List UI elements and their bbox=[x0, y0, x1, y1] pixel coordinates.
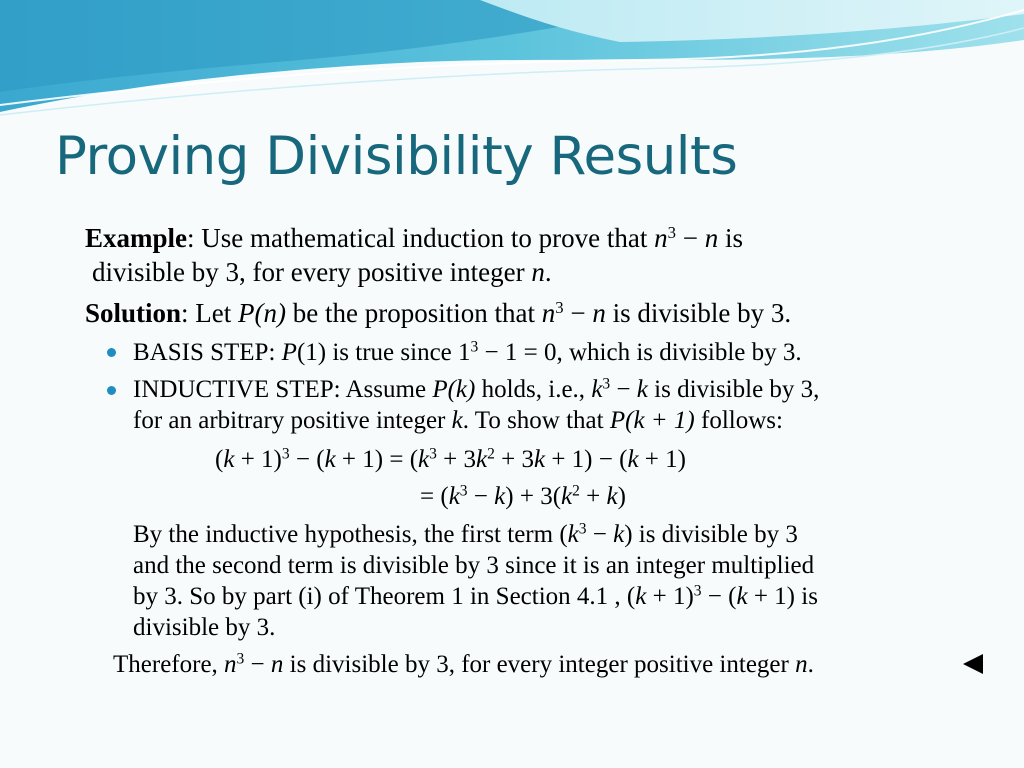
period: . bbox=[807, 651, 814, 678]
example-line-1 bbox=[85, 222, 744, 253]
math-k: k bbox=[223, 446, 235, 473]
math-n: n bbox=[270, 651, 284, 678]
eq-part: + 3 bbox=[494, 446, 534, 473]
eq-part: + 1) − ( bbox=[545, 446, 628, 473]
solution-label: Solution bbox=[85, 298, 182, 328]
eq-part: + 3 bbox=[436, 446, 476, 473]
hypothesis-line-4: divisible by 3. bbox=[133, 614, 276, 641]
math-P: P bbox=[609, 407, 626, 434]
example-text: divisible by 3, for every positive integer bbox=[92, 257, 525, 287]
math-n: n bbox=[531, 257, 545, 287]
math-k: k bbox=[476, 446, 488, 473]
conclusion-text: is divisible by 3, for every integer positive integer bbox=[283, 651, 796, 678]
math-arg: (k + 1) bbox=[625, 407, 695, 434]
header-wave-decoration bbox=[0, 0, 1024, 120]
math-exp: 3 bbox=[555, 297, 564, 317]
math-exp: 2 bbox=[487, 445, 495, 463]
eq-part: − bbox=[467, 483, 495, 510]
math-arg: (1) bbox=[296, 339, 327, 366]
eq-part: − ( bbox=[289, 446, 325, 473]
conclusion-line bbox=[113, 652, 814, 677]
inductive-text: holds, i.e., bbox=[475, 376, 592, 403]
eq-part: ( bbox=[215, 446, 224, 473]
bullet-icon bbox=[107, 386, 116, 395]
math-k: k bbox=[418, 446, 430, 473]
solution-text: be the proposition that bbox=[286, 298, 535, 328]
equation-line-2 bbox=[420, 484, 626, 509]
basis-step-line bbox=[133, 340, 802, 365]
period: . bbox=[544, 257, 552, 287]
hypothesis-text: + 1) bbox=[646, 583, 694, 610]
basis-text: is true since 1 bbox=[326, 339, 471, 366]
math-exp: 3 bbox=[693, 582, 702, 600]
math-exp: 3 bbox=[429, 445, 437, 463]
eq-part: = ( bbox=[420, 483, 449, 510]
solution-line bbox=[85, 297, 792, 328]
bullet-icon bbox=[107, 348, 116, 357]
hypothesis-text: By the inductive hypothesis, the first term ( bbox=[133, 521, 568, 548]
basis-text: − 1 = 0, which is divisible by 3. bbox=[478, 339, 802, 366]
hypothesis-line-1 bbox=[133, 522, 798, 547]
math-exp: 3 bbox=[667, 222, 677, 242]
math-minus: − bbox=[676, 223, 705, 253]
math-arg: (k) bbox=[447, 376, 476, 403]
math-P: P bbox=[238, 298, 255, 328]
eq-part: + 1) = ( bbox=[335, 446, 419, 473]
basis-text: BASIS STEP: bbox=[133, 339, 282, 366]
qed-triangle-icon bbox=[963, 654, 983, 674]
example-line-2 bbox=[92, 259, 552, 286]
math-exp: 3 bbox=[470, 338, 479, 356]
math-P: P bbox=[281, 339, 297, 366]
math-k: k bbox=[606, 483, 618, 510]
solution-text: is divisible by 3. bbox=[605, 298, 792, 328]
hypothesis-text: + 1) is bbox=[747, 583, 818, 610]
math-n: n bbox=[654, 223, 668, 253]
inductive-text: INDUCTIVE STEP: Assume bbox=[133, 376, 433, 403]
eq-part: + 1) bbox=[638, 446, 686, 473]
math-k: k bbox=[636, 376, 648, 403]
equation-line-1 bbox=[215, 447, 686, 472]
example-label: Example bbox=[85, 223, 188, 253]
math-k: k bbox=[591, 376, 603, 403]
math-minus: − bbox=[563, 298, 593, 328]
math-n: n bbox=[224, 651, 237, 678]
slide-title: Proving Divisibility Results bbox=[55, 126, 738, 187]
math-exp: 3 bbox=[578, 520, 587, 538]
math-k: k bbox=[635, 583, 647, 610]
math-exp: 3 bbox=[281, 445, 290, 463]
math-minus: − bbox=[610, 376, 637, 403]
math-k: k bbox=[448, 483, 460, 510]
math-k: k bbox=[451, 407, 463, 434]
math-k: k bbox=[533, 446, 546, 473]
math-n: n bbox=[704, 223, 719, 253]
math-exp: 3 bbox=[236, 650, 245, 668]
example-text: : Use mathematical induction to prove that bbox=[187, 223, 648, 253]
math-k: k bbox=[324, 446, 336, 473]
hypothesis-line-2: and the second term is divisible by 3 since it is an integer multiplied bbox=[133, 552, 815, 579]
inductive-text: . To show that bbox=[462, 407, 610, 434]
math-k: k bbox=[613, 521, 625, 548]
hypothesis-text: ) is divisible by 3 bbox=[624, 521, 798, 548]
eq-part: + 1) bbox=[234, 446, 282, 473]
math-minus: − bbox=[244, 651, 271, 678]
math-exp: 3 bbox=[602, 375, 611, 393]
hypothesis-text: by 3. So by part (i) of Theorem 1 in Section 4.1 , ( bbox=[133, 583, 636, 610]
hypothesis-text: − ( bbox=[701, 583, 737, 610]
math-n: n bbox=[592, 298, 606, 328]
conclusion-text: Therefore, bbox=[113, 651, 225, 678]
hypothesis-line-3 bbox=[133, 584, 818, 609]
math-n: n bbox=[541, 298, 556, 328]
math-P: P bbox=[432, 376, 448, 403]
math-minus: − bbox=[586, 521, 614, 548]
math-k: k bbox=[736, 583, 748, 610]
math-k: k bbox=[627, 446, 639, 473]
eq-part: ) + 3( bbox=[505, 483, 562, 510]
math-arg: (n) bbox=[254, 298, 287, 328]
solution-text: : Let bbox=[181, 298, 232, 328]
eq-part: ) bbox=[617, 483, 626, 510]
math-k: k bbox=[561, 483, 573, 510]
eq-part: + bbox=[579, 483, 607, 510]
inductive-text: follows: bbox=[694, 407, 783, 434]
example-text: is bbox=[718, 223, 744, 253]
inductive-step-line-2 bbox=[133, 408, 783, 433]
math-k: k bbox=[494, 483, 506, 510]
math-exp: 2 bbox=[572, 482, 580, 500]
math-k: k bbox=[567, 521, 579, 548]
inductive-text: is divisible by 3, bbox=[647, 376, 820, 403]
math-exp: 3 bbox=[459, 482, 468, 500]
math-n: n bbox=[795, 651, 808, 678]
inductive-text: for an arbitrary positive integer bbox=[133, 407, 452, 434]
inductive-step-line-1 bbox=[133, 377, 819, 402]
